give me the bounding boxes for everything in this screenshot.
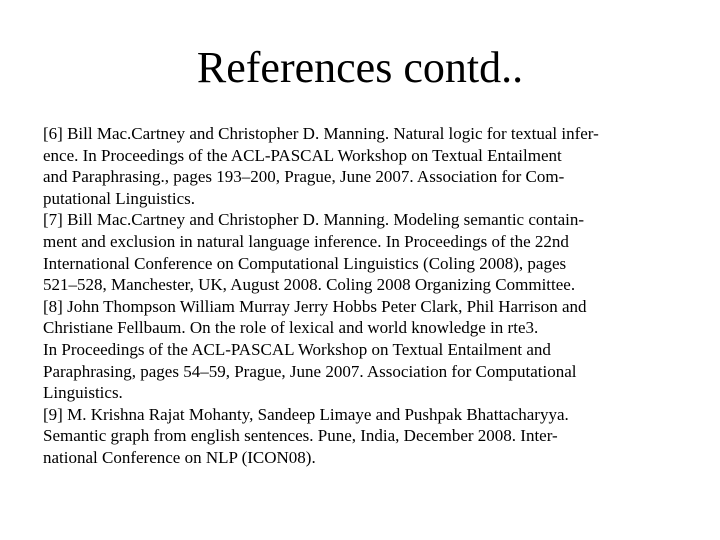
reference-line: [9] M. Krishna Rajat Mohanty, Sandeep Limaye and Pushpak Bhattacharyya.: [43, 404, 569, 424]
reference-line: ence. In Proceedings of the ACL-PASCAL Workshop on Textual Entailment: [43, 145, 562, 165]
reference-line: Paraphrasing, pages 54–59, Prague, June 2007. Association for Computational: [43, 361, 577, 381]
reference-line: [7] Bill Mac.Cartney and Christopher D. Manning. Modeling semantic contain-: [43, 210, 585, 230]
reference-line: [8] John Thompson William Murray Jerry Hobbs Peter Clark, Phil Harrison and: [43, 296, 587, 316]
reference-line: Semantic graph from english sentences. Pune, India, December 2008. Inter-: [43, 426, 558, 446]
reference-line: 521–528, Manchester, UK, August 2008. Coling 2008 Organizing Committee.: [43, 275, 576, 295]
slide-title: References contd..: [196, 43, 524, 92]
reference-line: International Conference on Computational Linguistics (Coling 2008), pages: [43, 253, 567, 273]
reference-line: ment and exclusion in natural language inference. In Proceedings of the 22nd: [43, 231, 569, 251]
references-list: [43, 123, 683, 469]
reference-line: Linguistics.: [43, 383, 123, 403]
reference-line: national Conference on NLP (ICON08).: [43, 447, 316, 467]
reference-line: In Proceedings of the ACL-PASCAL Workshop on Textual Entailment and: [43, 339, 551, 359]
reference-line: putational Linguistics.: [43, 188, 196, 208]
reference-line: and Paraphrasing., pages 193–200, Prague, June 2007. Association for Com-: [43, 167, 565, 187]
reference-line: [6] Bill Mac.Cartney and Christopher D. Manning. Natural logic for textual infer-: [43, 124, 599, 143]
reference-line: Christiane Fellbaum. On the role of lexical and world knowledge in rte3.: [43, 318, 539, 338]
